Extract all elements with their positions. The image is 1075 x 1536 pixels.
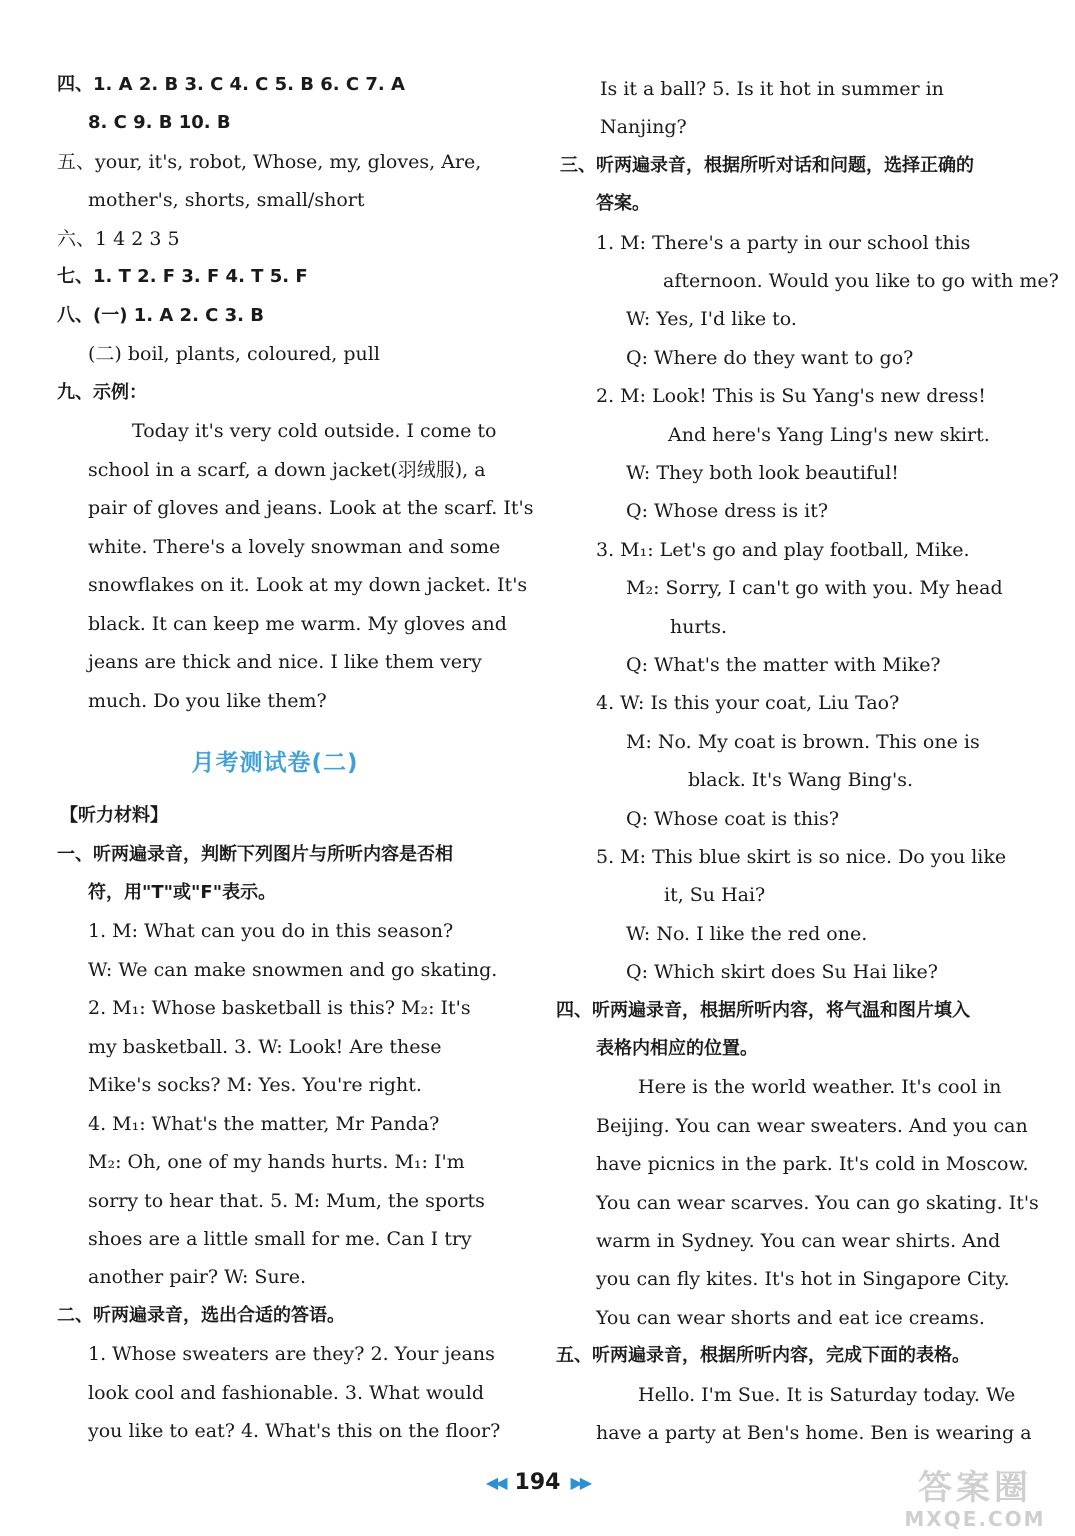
answer-line-5b: mother's, shorts, small/short [88,189,365,211]
transcript-line: warm in Sydney. You can wear shirts. And [596,1230,1001,1252]
question-heading: 符，用"T"或"F"表示。 [88,882,277,903]
answer-line-6: 六、1 4 2 3 5 [57,228,180,250]
answer-line-5: 五、your, it's, robot, Whose, my, gloves, Are, [57,151,482,173]
transcript-line: 2. M₁: Whose basketball is this? M₂: It's [88,997,471,1019]
transcript-line: M₂: Sorry, I can't go with you. My head [626,577,1003,599]
transcript-line: 1. Whose sweaters are they? 2. Your jeans [88,1343,495,1365]
answer-line-8: 八、(一) 1. A 2. C 3. B [57,305,264,326]
transcript-line: you like to eat? 4. What's this on the floor? [88,1420,501,1442]
page-number: 194 [514,1469,561,1495]
watermark-url: MXQE.COM [904,1507,1046,1531]
transcript-line: Here is the world weather. It's cool in [638,1076,1002,1098]
question-heading: 三、听两遍录音，根据所听对话和问题，选择正确的 [560,155,974,176]
question-heading: 二、听两遍录音，选出合适的答语。 [57,1305,345,1326]
transcript-line: M₂: Oh, one of my hands hurts. M₁: I'm [88,1151,465,1173]
transcript-line: afternoon. Would you like to go with me? [663,270,1059,292]
transcript-line: Q: Whose dress is it? [626,500,829,522]
essay-line: school in a scarf, a down jacket(羽绒服), a [88,459,486,481]
answer-line-7: 七、1. T 2. F 3. F 4. T 5. F [57,266,308,287]
question-heading: 表格内相应的位置。 [596,1038,758,1059]
question-heading: 五、听两遍录音，根据所听内容，完成下面的表格。 [556,1345,970,1366]
watermark-text: 答案圈 [918,1468,1032,1508]
transcript-line: You can wear scarves. You can go skating. It's [596,1192,1039,1214]
answer-line-8b: (二) boil, plants, coloured, pull [88,343,380,365]
essay-line: Today it's very cold outside. I come to [132,420,497,442]
transcript-line: W: We can make snowmen and go skating. [88,959,498,981]
section-title: 月考测试卷(二) [191,750,359,776]
transcript-line: Q: What's the matter with Mike? [626,654,941,676]
listening-heading: 【听力材料】 [60,805,168,826]
transcript-line: 2. M: Look! This is Su Yang's new dress! [596,385,986,407]
transcript-line: Is it a ball? 5. Is it hot in summer in [600,78,944,100]
transcript-line: you can fly kites. It's hot in Singapore City. [596,1268,1010,1290]
transcript-line: W: They both look beautiful! [626,462,899,484]
next-arrow-icon: ▶▶ [570,1472,590,1492]
transcript-line: Q: Which skirt does Su Hai like? [626,961,938,983]
transcript-line: it, Su Hai? [664,884,766,906]
transcript-line: Q: Whose coat is this? [626,808,840,830]
transcript-line: W: No. I like the red one. [626,923,868,945]
essay-line: jeans are thick and nice. I like them very [88,651,482,673]
transcript-line: Hello. I'm Sue. It is Saturday today. We [638,1384,1016,1406]
transcript-line: my basketball. 3. W: Look! Are these [88,1036,442,1058]
transcript-line: Q: Where do they want to go? [626,347,914,369]
transcript-line: Beijing. You can wear sweaters. And you can [596,1115,1028,1137]
answer-line-4: 四、1. A 2. B 3. C 4. C 5. B 6. C 7. A [57,74,405,95]
transcript-line: Mike's socks? M: Yes. You're right. [88,1074,422,1096]
transcript-line: 4. W: Is this your coat, Liu Tao? [596,692,900,714]
transcript-line: black. It's Wang Bing's. [688,769,914,791]
transcript-line: Nanjing? [600,116,687,138]
transcript-line: 3. M₁: Let's go and play football, Mike. [596,539,970,561]
transcript-line: have picnics in the park. It's cold in Moscow. [596,1153,1029,1175]
transcript-line: shoes are a little small for me. Can I try [88,1228,472,1250]
prev-arrow-icon: ◀◀ [485,1472,505,1492]
essay-line: black. It can keep me warm. My gloves and [88,613,507,635]
transcript-line: 1. M: What can you do in this season? [88,920,454,942]
transcript-line: 4. M₁: What's the matter, Mr Panda? [88,1113,440,1135]
transcript-line: 1. M: There's a party in our school this [596,232,971,254]
essay-line: much. Do you like them? [88,690,327,712]
question-heading: 四、听两遍录音，根据所听内容，将气温和图片填入 [556,1000,970,1021]
transcript-line: M: No. My coat is brown. This one is [626,731,980,753]
question-heading: 答案。 [596,193,650,214]
transcript-line: hurts. [670,616,727,638]
transcript-line: sorry to hear that. 5. M: Mum, the sports [88,1190,485,1212]
answer-line-4b: 8. C 9. B 10. B [88,112,231,133]
transcript-line: 5. M: This blue skirt is so nice. Do you like [596,846,1007,868]
question-heading: 一、听两遍录音，判断下列图片与所听内容是否相 [57,844,453,865]
transcript-line: have a party at Ben's home. Ben is wearing a [596,1422,1032,1444]
transcript-line: another pair? W: Sure. [88,1266,307,1288]
transcript-line: W: Yes, I'd like to. [626,308,797,330]
transcript-line: And here's Yang Ling's new skirt. [668,424,990,446]
transcript-line: You can wear shorts and eat ice creams. [596,1307,985,1329]
essay-line: snowflakes on it. Look at my down jacket. It's [88,574,528,596]
answer-line-9: 九、示例： [57,382,147,403]
watermark-logo [895,1468,1055,1532]
essay-line: white. There's a lovely snowman and some [88,536,501,558]
essay-line: pair of gloves and jeans. Look at the scarf. It's [88,497,534,519]
transcript-line: look cool and fashionable. 3. What would [88,1382,485,1404]
